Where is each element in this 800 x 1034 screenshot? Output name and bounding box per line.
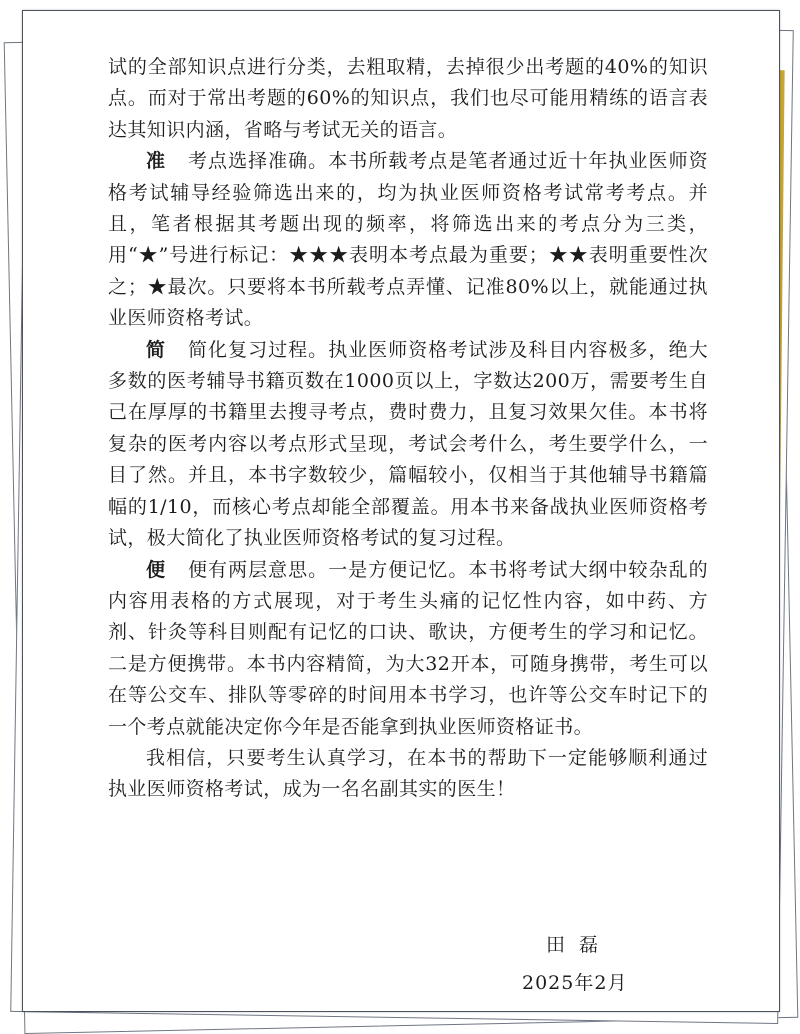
paragraph-text: 我相信，只要考生认真学习，在本书的帮助下一定能够顺利通过执业医师资格考试，成为一名名副其实的医生！ <box>108 746 708 801</box>
paragraph-lead-bian: 便 <box>146 558 167 581</box>
paragraph-lead-jian: 简 <box>146 338 167 361</box>
paragraph-intro <box>108 52 708 146</box>
paragraph-bian <box>108 555 708 743</box>
paragraph-text: 考点选择准确。本书所载考点是笔者通过近十年执业医师资格考试辅导经验筛选出来的，均为执业医师资格考试常考考点。并且，笔者根据其考题出现的频率，将筛选出来的考点分为三类，用“★”号进行标记：★★★表明本考点最为重要；★★表明重要性次之；★最次。只要将本书所载考点弄懂、记准80%以上，就能通过执业医师资格考试。 <box>108 150 708 330</box>
paragraph-zhun <box>108 146 708 334</box>
paragraph-text: 便有两层意思。一是方便记忆。本书将考试大纲中较杂乱的内容用表格的方式展现，对于考生头痛的记忆性内容，如中药、方剂、针灸等科目则配有记忆的口诀、歌诀，方便考生的学习和记忆。二是方便携带。本书内容精简，为大32开本，可随身携带，考生可以在等公交车、排队等零碎的时间用本书学习，也许等公交车时记下的一个考点就能决定你今年是否能拿到执业医师资格证书。 <box>108 558 708 738</box>
paragraph-jian <box>108 335 708 555</box>
paragraph-lead-zhun: 准 <box>146 150 167 173</box>
signature-date: 2025年2月 <box>522 972 628 994</box>
paragraph-closing <box>108 743 708 806</box>
paragraph-text: 试的全部知识点进行分类，去粗取精，去掉很少出考题的40%的知识点。而对于常出考题的60%的知识点，我们也尽可能用精练的语言表达其知识内涵，省略与考试无关的语言。 <box>108 56 708 141</box>
preface-body <box>108 52 708 806</box>
author-name: 田磊 <box>546 934 613 956</box>
paragraph-text: 简化复习过程。执业医师资格考试涉及科目内容极多，绝大多数的医考辅导书籍页数在1000页以上，字数达200万，需要考生自己在厚厚的书籍里去搜寻考点，费时费力，且复习效果欠佳。本书将复杂的医考内容以考点形式呈现，考试会考什么，考生要学什么，一目了然。并且，本书字数较少，篇幅较小，仅相当于其他辅导书籍篇幅的1/10，而核心考点却能全部覆盖。用本书来备战执业医师资格考试，极大简化了执业医师资格考试的复习过程。 <box>108 338 708 550</box>
